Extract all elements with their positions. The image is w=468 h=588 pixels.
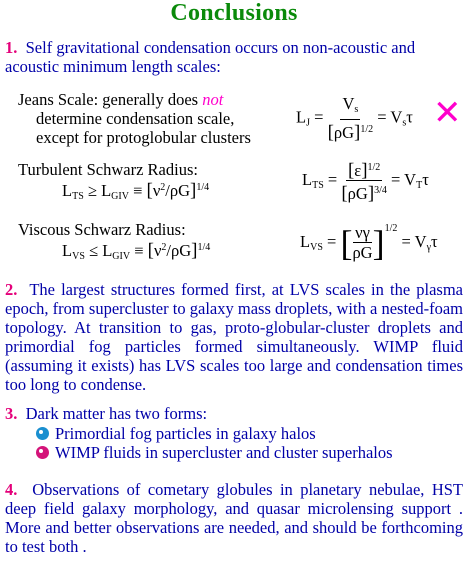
turbulent-heading: Turbulent Schwarz Radius:: [18, 160, 198, 179]
turbulent-inequality: $L_{TS} \ge L_{GIV} \equiv [\nu^2/\rho G]^{1/4}$: [62, 180, 210, 202]
viscous-heading: Viscous Schwarz Radius:: [18, 220, 186, 239]
viscous-equation: $L_{VS}$ = [ $\frac{\nu\gamma}{\rho G}$ ]$^{1/2} = V_\gamma\tau$: [300, 223, 438, 264]
item-text: The largest structures formed first, at LVS scales in the plasma epoch, from supercluster to galaxy mass droplets, with a nested-foam topology. At transition to gas, proto-globular-cluster droplets and primordial fog particles formed simultaneously. WIMP fluid (assuming it exists) has LVS scales too large and condensation times too long to condense.: [5, 280, 463, 394]
turbulent-equation: $L_{TS}$ = $\frac{[\varepsilon]^{1/2}}{[\rho G]^{3/4}}$ = $V_T\tau$: [302, 160, 429, 204]
blue-bullet-icon: [36, 427, 49, 440]
item-text: Dark matter has two forms:: [25, 404, 208, 423]
page-title: Conclusions: [170, 0, 298, 26]
jeans-scale-description: [18, 90, 288, 147]
list-item: [36, 424, 456, 443]
item-text: Self gravitational condensation occurs on non-acoustic and acoustic minimum length scales:: [5, 38, 416, 76]
jeans-line-1: Jeans Scale: generally does: [18, 90, 203, 109]
pink-bullet-icon: [36, 446, 49, 459]
item-number: 4.: [5, 480, 18, 499]
jeans-line-2: determine condensation scale,: [36, 109, 235, 128]
item-number: 1.: [5, 38, 18, 57]
list-item-label: Primordial fog particles in galaxy halos: [55, 424, 316, 443]
x-mark-icon: ✕: [433, 93, 462, 133]
item-text: Observations of cometary globules in planetary nebulae, HST deep field galaxy morphology, and quasar microlensing support . More and better observations are needed, and should be forthcoming to test both .: [5, 480, 463, 556]
conclusion-1: [5, 38, 463, 76]
conclusion-2: [5, 280, 463, 394]
conclusion-3: [5, 404, 463, 423]
viscous-inequality: $L_{VS} \le L_{GIV} \equiv [\nu^2/\rho G]^{1/4}$: [62, 240, 211, 262]
dark-matter-list: [36, 424, 456, 462]
conclusion-4: [5, 480, 463, 556]
item-number: 2.: [5, 280, 18, 299]
list-item: [36, 443, 456, 462]
jeans-line-3: except for protoglobular clusters: [36, 128, 251, 147]
item-number: 3.: [5, 404, 18, 423]
list-item-label: WIMP fluids in supercluster and cluster superhalos: [55, 443, 393, 462]
jeans-emphasis: not: [202, 90, 224, 109]
jeans-equation: $L_J$ = $\frac{V_s}{[\rho G]^{1/2}}$ = $V_s\tau$: [296, 94, 413, 143]
